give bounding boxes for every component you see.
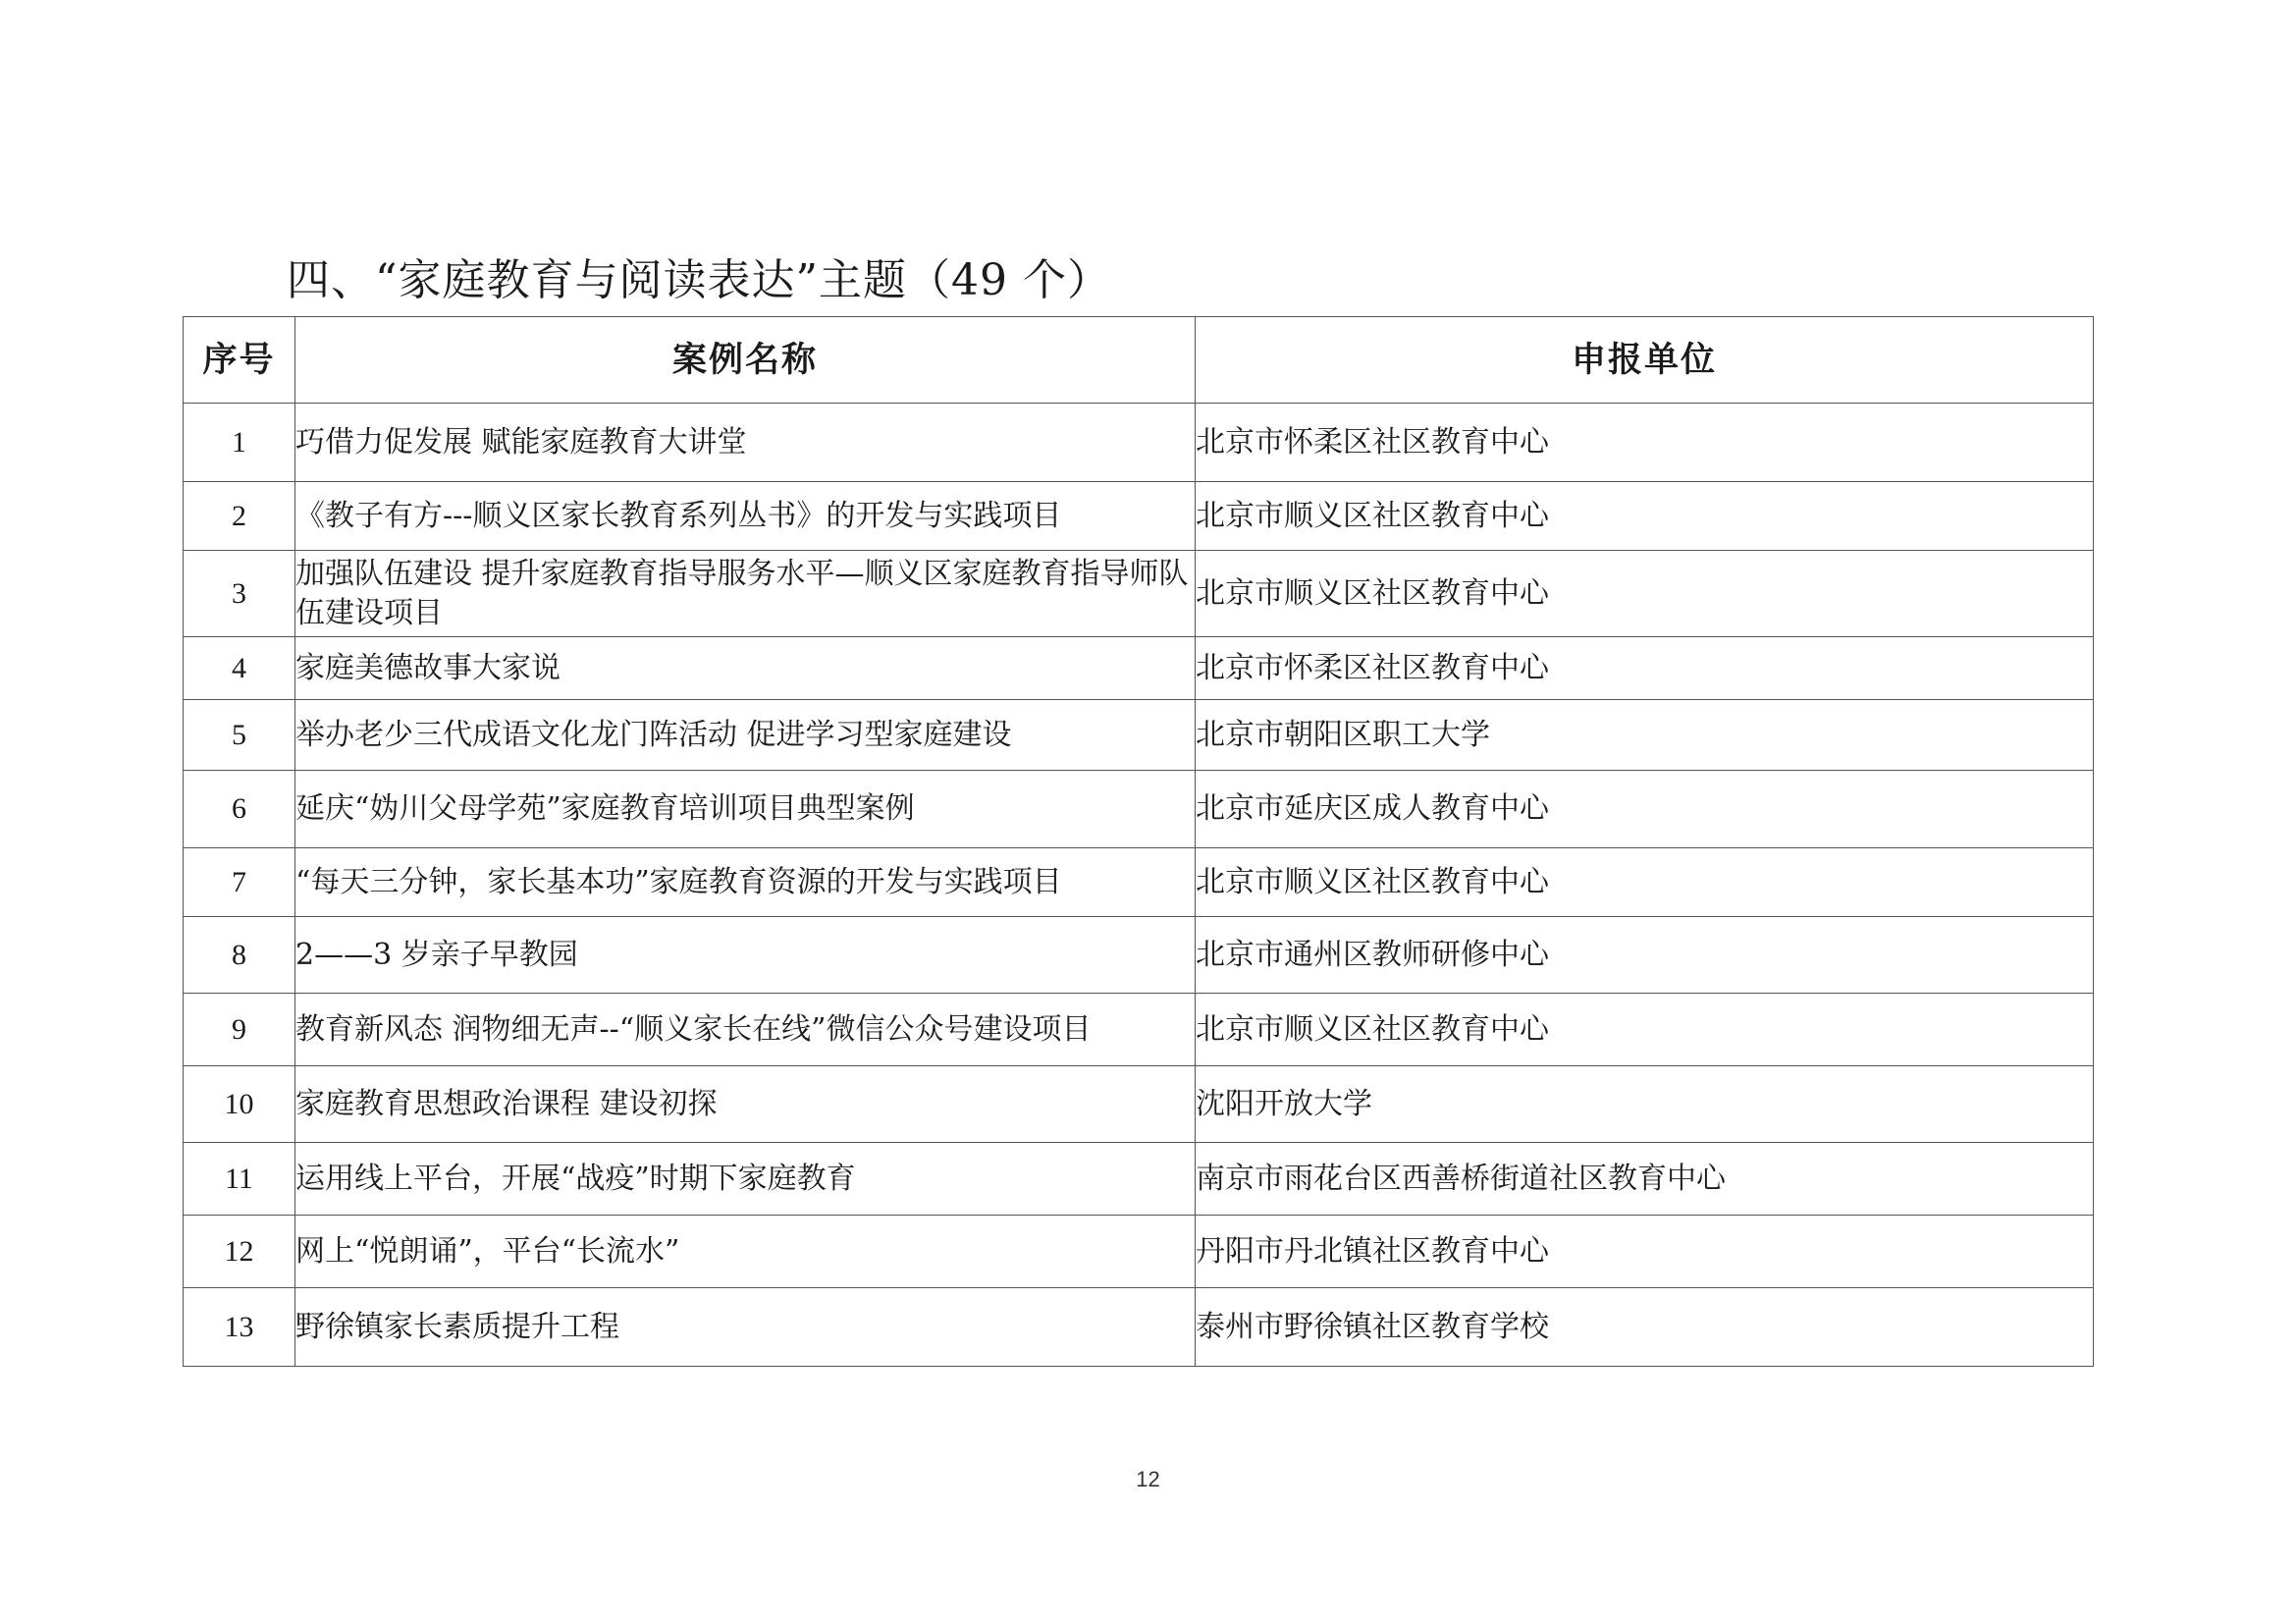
row-case-name: 家庭美德故事大家说	[295, 637, 1196, 700]
table-row	[184, 637, 2094, 700]
row-case-name: 野徐镇家长素质提升工程	[295, 1288, 1196, 1367]
row-number: 7	[184, 848, 295, 917]
row-number: 8	[184, 917, 295, 994]
row-unit: 北京市延庆区成人教育中心	[1196, 771, 2094, 848]
row-case-name: 运用线上平台，开展“战疫”时期下家庭教育	[295, 1143, 1196, 1216]
row-unit: 北京市顺义区社区教育中心	[1196, 551, 2094, 637]
row-unit: 北京市怀柔区社区教育中心	[1196, 404, 2094, 482]
table-row	[184, 482, 2094, 551]
row-number: 3	[184, 551, 295, 637]
table-row	[184, 1288, 2094, 1367]
row-number: 10	[184, 1066, 295, 1143]
row-case-name: 加强队伍建设 提升家庭教育指导服务水平—顺义区家庭教育指导师队伍建设项目	[295, 551, 1196, 637]
row-unit: 泰州市野徐镇社区教育学校	[1196, 1288, 2094, 1367]
table-header-row	[184, 317, 2094, 404]
row-unit: 北京市怀柔区社区教育中心	[1196, 637, 2094, 700]
row-case-name: 家庭教育思想政治课程 建设初探	[295, 1066, 1196, 1143]
row-number: 2	[184, 482, 295, 551]
table-row	[184, 404, 2094, 482]
row-number: 9	[184, 994, 295, 1066]
row-unit: 北京市通州区教师研修中心	[1196, 917, 2094, 994]
row-number: 1	[184, 404, 295, 482]
row-case-name: 网上“悦朗诵”，平台“长流水”	[295, 1216, 1196, 1288]
row-case-name: 《教子有方---顺义区家长教育系列丛书》的开发与实践项目	[295, 482, 1196, 551]
case-table	[183, 316, 2094, 1367]
row-unit: 北京市顺义区社区教育中心	[1196, 994, 2094, 1066]
row-number: 5	[184, 700, 295, 771]
table-row	[184, 700, 2094, 771]
row-case-name: “每天三分钟，家长基本功”家庭教育资源的开发与实践项目	[295, 848, 1196, 917]
table-row	[184, 994, 2094, 1066]
header-case-name: 案例名称	[295, 317, 1196, 404]
table-row	[184, 771, 2094, 848]
row-unit: 北京市顺义区社区教育中心	[1196, 482, 2094, 551]
table-row	[184, 1066, 2094, 1143]
row-number: 6	[184, 771, 295, 848]
section-heading: 四、“家庭教育与阅读表达”主题（49 个）	[287, 255, 1111, 305]
row-case-name: 教育新风态 润物细无声--“顺义家长在线”微信公众号建设项目	[295, 994, 1196, 1066]
row-case-name: 巧借力促发展 赋能家庭教育大讲堂	[295, 404, 1196, 482]
row-number: 11	[184, 1143, 295, 1216]
row-number: 12	[184, 1216, 295, 1288]
row-case-name: 举办老少三代成语文化龙门阵活动 促进学习型家庭建设	[295, 700, 1196, 771]
row-unit: 丹阳市丹北镇社区教育中心	[1196, 1216, 2094, 1288]
row-unit: 沈阳开放大学	[1196, 1066, 2094, 1143]
table-row	[184, 551, 2094, 637]
row-case-name: 延庆“妫川父母学苑”家庭教育培训项目典型案例	[295, 771, 1196, 848]
row-case-name: 2——3 岁亲子早教园	[295, 917, 1196, 994]
header-number: 序号	[184, 317, 295, 404]
header-unit: 申报单位	[1196, 317, 2094, 404]
table-row	[184, 1216, 2094, 1288]
row-unit: 南京市雨花台区西善桥街道社区教育中心	[1196, 1143, 2094, 1216]
row-number: 13	[184, 1288, 295, 1367]
row-unit: 北京市朝阳区职工大学	[1196, 700, 2094, 771]
row-unit: 北京市顺义区社区教育中心	[1196, 848, 2094, 917]
row-number: 4	[184, 637, 295, 700]
table-row	[184, 848, 2094, 917]
page-number: 12	[1136, 1467, 1160, 1491]
table-row	[184, 917, 2094, 994]
table-row	[184, 1143, 2094, 1216]
